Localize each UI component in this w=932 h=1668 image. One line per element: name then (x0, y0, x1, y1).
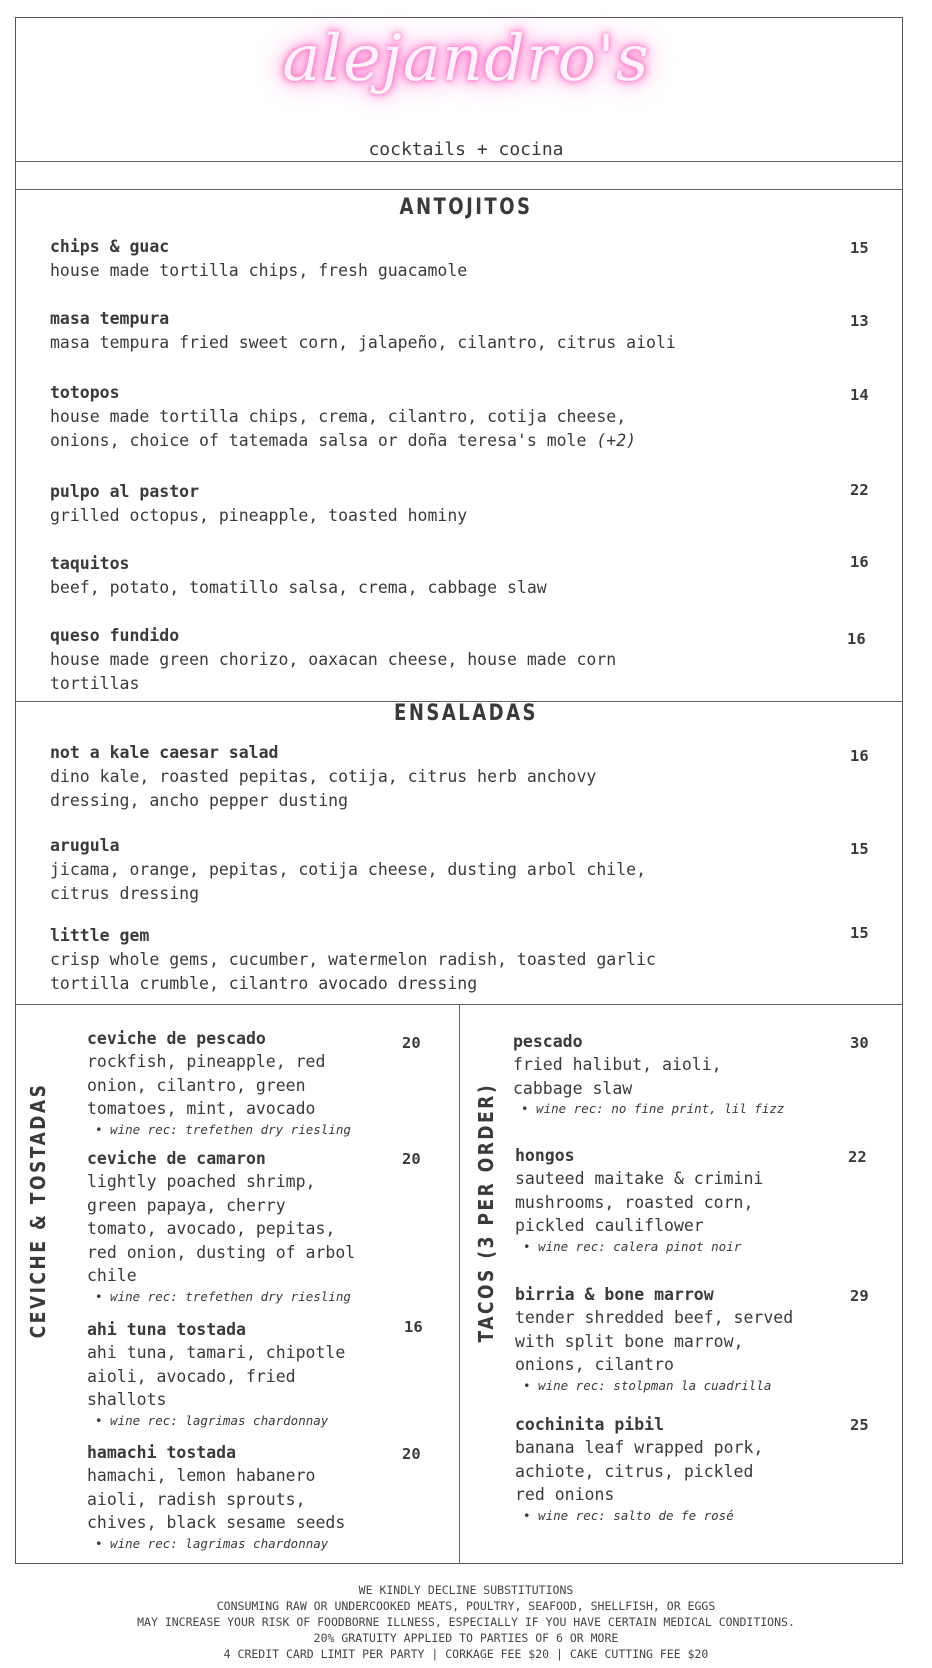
item-price: 22 (848, 1148, 867, 1166)
item-name: little gem (50, 926, 150, 945)
item-description: onions, choice of tatemada salsa or doña teresa's mole (50, 431, 587, 450)
item-description-line: onions, cilantro (515, 1355, 674, 1374)
wine-recommendation: • wine rec: stolpman la cuadrilla (523, 1377, 772, 1393)
item-description-line: banana leaf wrapped pork, (515, 1438, 764, 1457)
item-description-line: with split bone marrow, (515, 1331, 744, 1351)
tagline: cocktails + cocina (368, 139, 564, 160)
divider-columns (459, 1004, 460, 1564)
wine-recommendation: • wine rec: lagrimas chardonnay (95, 1412, 329, 1428)
item-description-line: lightly poached shrimp, (87, 1172, 316, 1191)
item-description-line: tomatoes, mint, avocado (87, 1099, 316, 1118)
item-description-line: pickled cauliflower (515, 1216, 704, 1235)
item-price: 22 (850, 481, 869, 499)
item-price: 15 (850, 239, 869, 257)
item-name: masa tempura (50, 309, 170, 328)
menu-item (50, 834, 870, 906)
item-description: house made green chorizo, oaxacan cheese, house made corn (50, 650, 617, 669)
item-price: 16 (850, 553, 869, 571)
divider-header (15, 161, 903, 162)
section-title-ceviche: CEVICHE & TOSTADAS (26, 1082, 50, 1339)
item-name: pescado (513, 1032, 583, 1051)
menu-item (515, 1144, 815, 1256)
item-description-line: achiote, citrus, pickled (515, 1461, 754, 1481)
item-description-line: rockfish, pineapple, red (87, 1052, 326, 1071)
item-price: 16 (847, 630, 866, 648)
footer-line: MAY INCREASE YOUR RISK OF FOODBORNE ILLNESS, ESPECIALLY IF YOU HAVE CERTAIN MEDICAL CONDITIONS. (137, 1615, 795, 1629)
footer-line: WE KINDLY DECLINE SUBSTITUTIONS (358, 1583, 574, 1597)
footer-line: CONSUMING RAW OR UNDERCOOKED MEATS, POULTRY, SEAFOOD, SHELLFISH, OR EGGS (216, 1599, 716, 1613)
item-description-line: shallots (87, 1390, 167, 1409)
item-description-line: red onion, dusting of arbol (87, 1242, 356, 1262)
item-description: crisp whole gems, cucumber, watermelon radish, toasted garlic (50, 950, 656, 969)
item-description: beef, potato, tomatillo salsa, crema, cabbage slaw (50, 578, 547, 597)
menu-item (50, 741, 870, 813)
item-price: 13 (850, 312, 869, 330)
item-price: 16 (404, 1318, 423, 1336)
item-description: citrus dressing (50, 884, 200, 903)
menu-item (87, 1441, 387, 1553)
item-name: totopos (50, 383, 120, 402)
menu-item (515, 1283, 825, 1395)
menu-item (50, 624, 870, 696)
item-name: taquitos (50, 554, 130, 573)
item-name: ahi tuna tostada (87, 1320, 246, 1339)
item-price: 20 (402, 1445, 421, 1463)
item-description-line: hamachi, lemon habanero (87, 1466, 316, 1485)
menu-item (50, 924, 870, 996)
wine-recommendation: • wine rec: lagrimas chardonnay (95, 1535, 329, 1551)
menu-item (87, 1147, 387, 1306)
item-price: 16 (850, 747, 869, 765)
item-description-line: cabbage slaw (513, 1078, 633, 1098)
item-name: cochinita pibil (515, 1415, 665, 1434)
wine-recommendation: • wine rec: calera pinot noir (523, 1238, 742, 1254)
footer-line: 4 CREDIT CARD LIMIT PER PARTY | CORKAGE FEE $20 | CAKE CUTTING FEE $20 (223, 1647, 709, 1661)
item-name: birria & bone marrow (515, 1285, 714, 1304)
item-price: 14 (850, 386, 869, 404)
wine-recommendation: • wine rec: trefethen dry riesling (95, 1121, 351, 1137)
section-title-antojitos: ANTOJITOS (399, 195, 533, 220)
menu-item (50, 552, 870, 600)
item-name: not a kale caesar salad (50, 743, 279, 762)
divider-header-2 (15, 189, 903, 190)
item-description-line: red onions (515, 1485, 615, 1504)
item-upcharge: (+2) (596, 431, 637, 450)
item-price: 29 (850, 1287, 869, 1305)
menu-item (50, 381, 870, 453)
menu-item (50, 480, 870, 528)
item-description-line: fried halibut, aioli, (513, 1055, 722, 1074)
item-description-line: chives, black sesame seeds (87, 1513, 346, 1532)
item-description-line: aioli, radish sprouts, (87, 1489, 306, 1509)
menu-item (513, 1030, 813, 1118)
item-description: house made tortilla chips, crema, cilantro, cotija cheese, (50, 407, 627, 426)
item-name: ceviche de camaron (87, 1149, 266, 1168)
item-description: masa tempura fried sweet corn, jalapeño, cilantro, citrus aioli (50, 333, 676, 352)
item-price: 15 (850, 840, 869, 858)
menu-item (50, 235, 870, 283)
item-name: chips & guac (50, 237, 170, 256)
item-price: 20 (402, 1150, 421, 1168)
item-description: dressing, ancho pepper dusting (50, 791, 349, 810)
item-description: tortilla crumble, cilantro avocado dressing (50, 974, 478, 993)
wine-recommendation: • wine rec: no fine print, lil fizz (521, 1101, 785, 1116)
item-description-line: onion, cilantro, green (87, 1075, 306, 1095)
item-description-line: tender shredded beef, served (515, 1308, 794, 1327)
item-price: 20 (402, 1034, 421, 1052)
item-description: tortillas (50, 674, 140, 693)
item-price: 30 (850, 1034, 869, 1052)
menu-item (50, 307, 870, 355)
item-price: 15 (850, 924, 869, 942)
wine-recommendation: • wine rec: salto de fe rosé (523, 1507, 734, 1523)
item-description-line: tomato, avocado, pepitas, (87, 1219, 336, 1238)
item-description-line: mushrooms, roasted corn, (515, 1192, 754, 1212)
section-title-ensaladas: ENSALADAS (394, 701, 538, 726)
footer-notice (0, 1582, 932, 1662)
menu-item (87, 1318, 387, 1430)
item-description: jicama, orange, pepitas, cotija cheese, dusting arbol chile, (50, 860, 647, 879)
menu-item (87, 1027, 387, 1139)
item-description-line: chile (87, 1266, 137, 1285)
item-name: ceviche de pescado (87, 1029, 266, 1048)
item-description: dino kale, roasted pepitas, cotija, citrus herb anchovy (50, 767, 597, 786)
wine-recommendation: • wine rec: trefethen dry riesling (95, 1288, 351, 1304)
section-title-tacos: TACOS (3 PER ORDER) (474, 1082, 498, 1343)
item-name: hongos (515, 1146, 575, 1165)
item-price: 25 (850, 1416, 869, 1434)
item-description-line: aioli, avocado, fried (87, 1366, 296, 1386)
item-name: queso fundido (50, 626, 180, 645)
item-description: grilled octopus, pineapple, toasted hominy (50, 506, 468, 525)
item-description-line: green papaya, cherry (87, 1195, 286, 1215)
item-description: house made tortilla chips, fresh guacamole (50, 261, 468, 280)
item-name: hamachi tostada (87, 1443, 237, 1462)
item-description-line: sauteed maitake & crimini (515, 1169, 764, 1188)
footer-line: 20% GRATUITY APPLIED TO PARTIES OF 6 OR MORE (313, 1631, 619, 1645)
restaurant-logo: alejandro's (282, 22, 650, 96)
item-name: arugula (50, 836, 120, 855)
menu-item (515, 1413, 815, 1525)
item-description-line: ahi tuna, tamari, chipotle (87, 1343, 346, 1362)
item-name: pulpo al pastor (50, 482, 200, 501)
